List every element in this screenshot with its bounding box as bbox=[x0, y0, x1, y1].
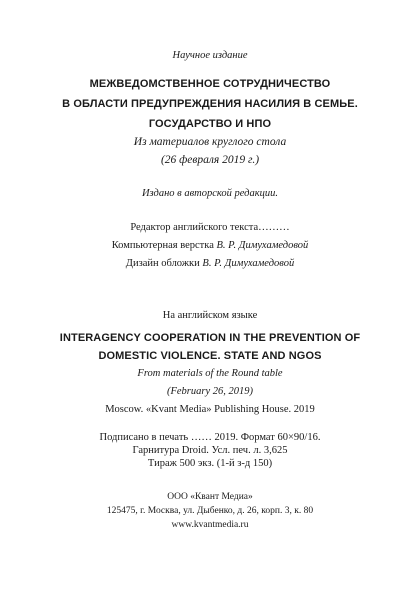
en-publisher: Moscow. «Kvant Media» Publishing House. 2019 bbox=[105, 404, 315, 415]
credit-cover bbox=[0, 258, 420, 269]
language-note: На английском языке bbox=[162, 310, 258, 321]
ru-title-line-2: В ОБЛАСТИ ПРЕДУПРЕЖДЕНИЯ НАСИЛИЯ В СЕМЬЕ. bbox=[62, 98, 358, 110]
credit-editor-role: Редактор английского текста……… bbox=[130, 222, 290, 233]
edition-type: Научное издание bbox=[172, 50, 248, 61]
publisher-website: www.kvantmedia.ru bbox=[171, 520, 249, 530]
edition-note: Издано в авторской редакции. bbox=[141, 188, 279, 199]
credit-cover-name: В. Р. Димухамедовой bbox=[202, 258, 295, 269]
ru-subtitle: Из материалов круглого стола bbox=[133, 136, 287, 148]
en-title-line-2: DOMESTIC VIOLENCE. STATE AND NGOS bbox=[98, 350, 322, 362]
credit-layout bbox=[0, 240, 420, 251]
print-spec-3: Тираж 500 экз. (1-й з-д 150) bbox=[147, 458, 273, 469]
ru-title-line-1: МЕЖВЕДОМСТВЕННОЕ СОТРУДНИЧЕСТВО bbox=[89, 78, 331, 90]
en-date: (February 26, 2019) bbox=[166, 386, 254, 397]
credit-editor bbox=[0, 222, 420, 233]
publisher-address: 125475, г. Москва, ул. Дыбенко, д. 26, корп. 3, к. 80 bbox=[106, 506, 314, 516]
ru-date: (26 февраля 2019 г.) bbox=[160, 154, 260, 166]
credit-cover-role: Дизайн обложки bbox=[125, 258, 200, 269]
print-spec-1: Подписано в печать …… 2019. Формат 60×90/16. bbox=[99, 432, 321, 443]
en-subtitle: From materials of the Round table bbox=[137, 368, 283, 379]
en-title-line-1: INTERAGENCY COOPERATION IN THE PREVENTION OF bbox=[59, 332, 361, 344]
publisher-name: ООО «Квант Медиа» bbox=[167, 492, 253, 502]
print-spec-2: Гарнитура Droid. Усл. печ. л. 3,625 bbox=[132, 445, 288, 456]
credit-layout-name: В. Р. Димухамедовой bbox=[216, 240, 309, 251]
ru-title-line-3: ГОСУДАРСТВО И НПО bbox=[148, 118, 272, 130]
credit-layout-role: Компьютерная верстка bbox=[111, 240, 214, 251]
